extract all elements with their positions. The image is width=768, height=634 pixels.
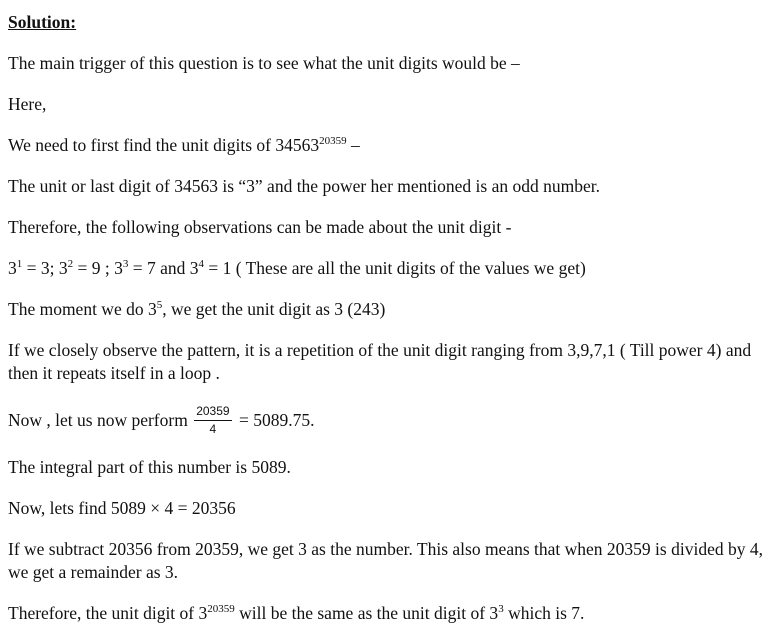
line3-suffix: – [346, 135, 360, 155]
text-line-1: The main trigger of this question is to see what the unit digits would be – [8, 53, 520, 73]
power-text-2: = 9 ; 3 [73, 258, 123, 278]
conclusion-exponent-2: 3 [498, 603, 504, 616]
powers-line [8, 257, 764, 280]
power-exponent-2: 2 [67, 258, 74, 271]
conclusion-text: Therefore, the unit digit of 3 [8, 603, 208, 623]
conclusion-line [8, 602, 764, 625]
power-base: 3 [8, 258, 17, 278]
remainder-paragraph: If we subtract 20356 from 20359, we get 3 as the number. This also means that when 20359 is divided by 4, we get a remainder as 3. [8, 539, 763, 582]
power-exponent-3: 3 [122, 258, 129, 271]
conclusion-exponent-1: 20359 [207, 603, 235, 616]
text-line-7 [8, 298, 764, 321]
pattern-paragraph: If we closely observe the pattern, it is a repetition of the unit digit ranging from 3,9,7,1 ( Till power 4) and then it repeats itself in a loop . [8, 340, 752, 383]
text-line-11: Now, lets find 5089 × 4 = 20356 [8, 498, 236, 518]
solution-heading: Solution: [8, 12, 77, 32]
text-line-5: Therefore, the following observations can be made about the unit digit - [8, 217, 512, 237]
line7-text: The moment we do 3 [8, 299, 157, 319]
fraction [194, 404, 231, 436]
fraction-denominator: 4 [209, 422, 217, 436]
line7-suffix: , we get the unit digit as 3 (243) [162, 299, 386, 319]
conclusion-suffix: which is 7. [503, 603, 585, 623]
division-line [8, 406, 764, 438]
power-text-3: = 7 and 3 [128, 258, 199, 278]
division-result: = 5089.75. [234, 410, 315, 431]
text-line-2: Here, [8, 94, 47, 114]
text-line-4: The unit or last digit of 34563 is “3” and the power her mentioned is an odd number. [8, 176, 600, 196]
line7-exponent: 5 [156, 299, 163, 312]
power-text-1: = 3; 3 [22, 258, 68, 278]
power-exponent-4: 4 [198, 258, 204, 271]
fraction-numerator: 20359 [194, 404, 231, 421]
line3-exponent: 20359 [319, 135, 347, 148]
division-text: Now , let us now perform [8, 410, 193, 431]
conclusion-middle: will be the same as the unit digit of 3 [234, 603, 499, 623]
line3-text: We need to first find the unit digits of 34563 [8, 135, 320, 155]
text-line-3 [8, 134, 764, 157]
power-exponent-1: 1 [16, 258, 23, 271]
power-text-4: = 1 ( These are all the unit digits of the values we get) [203, 258, 586, 278]
text-line-10: The integral part of this number is 5089. [8, 457, 291, 477]
